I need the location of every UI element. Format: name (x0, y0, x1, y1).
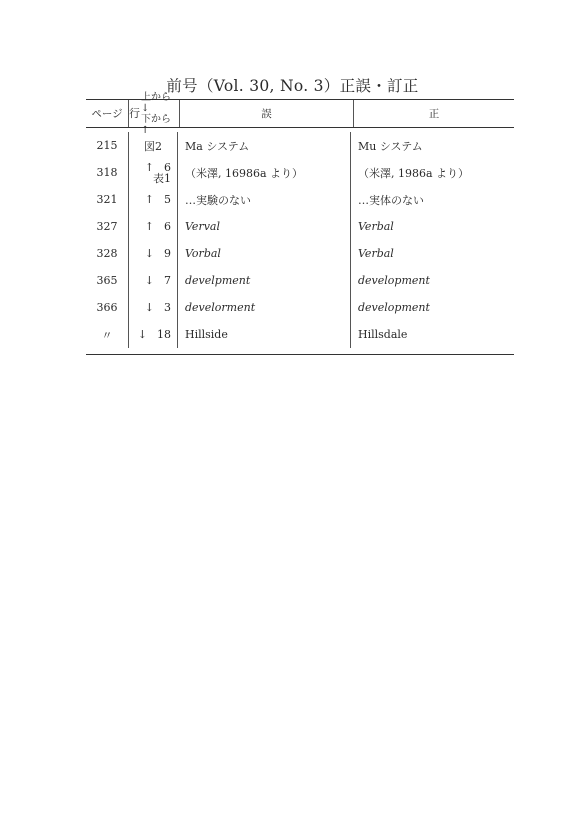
row-page: 366 (96, 301, 118, 314)
row-correct: Hillsdale (358, 328, 408, 341)
row-line-value: 9 (164, 247, 171, 260)
row-correct: Verbal (358, 247, 394, 260)
row-line (128, 321, 178, 348)
row-correct: Verbal (358, 220, 394, 233)
row-correct: development (358, 274, 430, 287)
header-line-main: 行 (129, 107, 140, 120)
table-row (86, 321, 514, 348)
table-row (86, 213, 514, 240)
header-line (128, 91, 180, 136)
header-line-top: 上から↓ (141, 91, 171, 114)
header-line-stack (141, 92, 179, 136)
table-row (86, 186, 514, 213)
row-page: 318 (96, 166, 118, 179)
header-correct: 正 (428, 108, 440, 120)
header-page: ページ (91, 108, 123, 120)
row-line (128, 267, 178, 294)
row-line (128, 294, 178, 321)
row-line-value: 18 (157, 328, 171, 341)
down-arrow-icon: ↓ (144, 301, 154, 314)
up-arrow-icon: ↑ (144, 160, 154, 174)
row-line-value: 3 (164, 301, 171, 314)
row-error: develpment (178, 267, 351, 294)
header-line-bottom: 下から↑ (141, 113, 171, 136)
row-page: 〃 (101, 328, 113, 342)
row-page: 321 (96, 193, 118, 206)
row-line (128, 240, 178, 267)
row-line-table-ref: 表1 (153, 171, 171, 185)
row-error: Verval (178, 213, 351, 240)
row-page: 365 (96, 274, 118, 287)
row-line-top (145, 162, 171, 173)
table-header (86, 91, 514, 136)
down-arrow-icon: ↓ (144, 274, 154, 287)
up-arrow-icon: ↑ (144, 220, 154, 233)
down-arrow-icon: ↓ (137, 328, 147, 341)
up-arrow-icon: ↑ (144, 193, 154, 206)
header-error: 誤 (180, 100, 354, 127)
row-line-value: 5 (164, 193, 171, 206)
row-error: develorment (178, 294, 351, 321)
table-row (86, 159, 514, 186)
errata-table (86, 91, 514, 355)
down-arrow-icon: ↓ (144, 247, 154, 260)
table-row (86, 240, 514, 267)
table-row (86, 132, 514, 159)
row-page: 215 (96, 139, 118, 152)
row-line (128, 186, 178, 213)
row-correct: （米澤, 1986a より） (358, 166, 470, 180)
row-line-value: 図2 (144, 139, 162, 153)
row-line (128, 159, 178, 186)
row-error: Vorbal (178, 240, 351, 267)
page-title: 前号（Vol. 30, No. 3）正誤・訂正 (166, 77, 419, 95)
row-error: （米澤, 16986a より） (178, 159, 351, 186)
row-correct: …実体のない (358, 193, 424, 207)
row-line-value: 6 (164, 220, 171, 233)
table-row (86, 267, 514, 294)
table-body (86, 128, 514, 354)
row-error: …実験のない (178, 186, 351, 213)
row-page: 327 (96, 220, 118, 233)
row-line (128, 213, 178, 240)
row-page: 328 (96, 247, 118, 260)
row-line-value: 6 (164, 160, 171, 174)
row-line-stack (145, 162, 171, 184)
row-correct: Mu システム (358, 139, 423, 153)
row-line-value: 7 (164, 274, 171, 287)
table-row (86, 294, 514, 321)
row-error: Hillside (178, 321, 351, 348)
row-error: Ma システム (178, 132, 351, 159)
row-correct: development (358, 301, 430, 314)
row-line (128, 132, 178, 159)
